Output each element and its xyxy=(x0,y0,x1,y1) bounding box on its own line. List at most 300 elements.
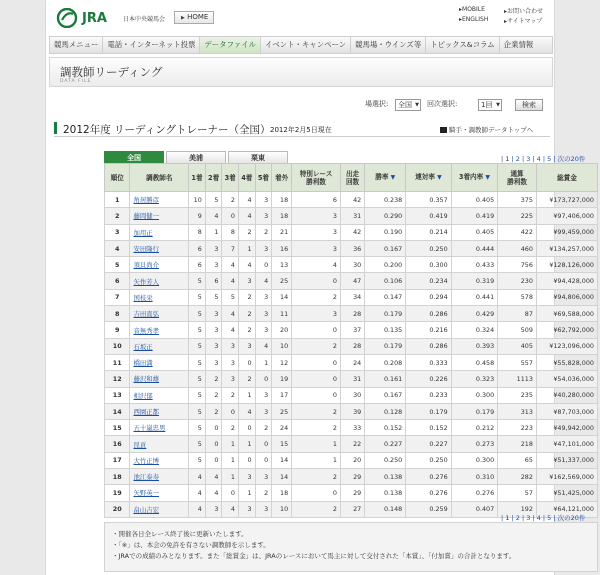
nav-item-corporate[interactable]: 企業情報 xyxy=(503,40,534,49)
trainer-name-link[interactable]: 橋田満 xyxy=(130,354,189,370)
stat-cell: 1 xyxy=(222,452,239,468)
rank-cell: 11 xyxy=(105,354,130,370)
notes-box xyxy=(104,522,598,572)
stat-cell: 0 xyxy=(255,371,272,387)
table-row xyxy=(105,257,598,273)
table-header-row xyxy=(105,164,598,192)
table-row xyxy=(105,208,598,224)
stat-cell: 0 xyxy=(292,485,341,501)
column-header: 出走 回数 xyxy=(340,164,364,192)
stat-cell: 2 xyxy=(255,485,272,501)
rank-cell: 12 xyxy=(105,371,130,387)
column-header: 総賞金 xyxy=(536,164,597,192)
stat-cell: ¥162,569,000 xyxy=(536,469,597,485)
stat-cell: 4 xyxy=(222,257,239,273)
pager-top: | 1 | 2 | 3 | 4 | 5 | 次の20件 xyxy=(501,155,586,163)
stat-cell: ¥51,425,000 xyxy=(536,485,597,501)
trainer-name-link[interactable]: 矢野英一 xyxy=(130,485,189,501)
stat-cell: 21 xyxy=(272,224,292,240)
rank-cell: 7 xyxy=(105,289,130,305)
stat-cell: 0.286 xyxy=(406,338,451,354)
round-label: 回次選択: xyxy=(427,100,458,108)
trainer-name-link[interactable]: 昆貢 xyxy=(130,436,189,452)
stat-cell: 0.167 xyxy=(365,240,406,256)
stat-cell: ¥64,121,000 xyxy=(536,501,597,517)
stat-cell: 0.226 xyxy=(406,371,451,387)
logo-text[interactable]: JRA xyxy=(82,11,107,26)
column-header[interactable]: 勝率 ▼ xyxy=(365,164,406,192)
stat-cell: 0.148 xyxy=(365,501,406,517)
stat-cell: 3 xyxy=(239,338,256,354)
stat-cell: ¥62,792,000 xyxy=(536,322,597,338)
page-link[interactable]: 4 xyxy=(536,155,541,163)
trainer-name-link[interactable]: 大竹正博 xyxy=(130,452,189,468)
page-link[interactable]: 1 xyxy=(505,514,510,522)
column-header: 特別レース 勝利数 xyxy=(292,164,341,192)
table-row xyxy=(105,192,598,208)
stat-cell: 235 xyxy=(498,387,537,403)
table-row xyxy=(105,469,598,485)
stat-cell: ¥123,096,000 xyxy=(536,338,597,354)
stat-cell: 0 xyxy=(222,403,239,419)
stat-cell: 578 xyxy=(498,289,537,305)
stat-cell: 4 xyxy=(292,257,341,273)
stat-cell: 0.250 xyxy=(406,240,451,256)
rank-cell: 4 xyxy=(105,240,130,256)
stat-cell: 5 xyxy=(189,322,206,338)
stat-cell: 4 xyxy=(222,501,239,517)
arrow-right-icon: ▶ xyxy=(181,15,185,21)
stat-cell: 28 xyxy=(340,306,364,322)
stat-cell: 5 xyxy=(189,420,206,436)
stat-cell: 36 xyxy=(340,240,364,256)
sort-desc-icon[interactable]: ▼ xyxy=(434,174,442,181)
rank-cell: 3 xyxy=(105,224,130,240)
rank-cell: 2 xyxy=(105,208,130,224)
stat-cell: 12 xyxy=(272,354,292,370)
stat-cell: 225 xyxy=(498,208,537,224)
nav-item-data-file[interactable]: データファイル xyxy=(200,37,261,53)
stat-cell: 3 xyxy=(292,208,341,224)
stat-cell: 0.147 xyxy=(365,289,406,305)
stat-cell: 3 xyxy=(205,257,222,273)
note-line: ・「※」は、本会の免許を有さない調教師を示します。 xyxy=(112,541,270,549)
trainer-name-link[interactable]: 石坂正 xyxy=(130,338,189,354)
stat-cell: 5 xyxy=(189,387,206,403)
section-heading xyxy=(54,120,550,137)
stat-cell: 10 xyxy=(189,192,206,208)
trainer-name-link[interactable]: 安田隆行 xyxy=(130,240,189,256)
stat-cell: 1113 xyxy=(498,371,537,387)
table-row xyxy=(105,403,598,419)
stat-cell: 6 xyxy=(205,273,222,289)
stat-cell: ¥173,727,000 xyxy=(536,192,597,208)
stat-cell: 0.200 xyxy=(365,257,406,273)
stat-cell: 4 xyxy=(205,485,222,501)
stat-cell: 27 xyxy=(340,501,364,517)
stat-cell: 1 xyxy=(292,436,341,452)
column-header: 着外 xyxy=(272,164,292,192)
stat-cell: 0.233 xyxy=(406,387,451,403)
stat-cell: 19 xyxy=(272,371,292,387)
stat-cell: 0.106 xyxy=(365,273,406,289)
stat-cell: 3 xyxy=(205,501,222,517)
english-link[interactable]: ▸ENGLISH xyxy=(459,16,489,23)
venue-select[interactable]: 全国 ▼ xyxy=(395,99,421,111)
trainer-name-link[interactable]: 藤沢和雄 xyxy=(130,371,189,387)
stat-cell: 18 xyxy=(272,192,292,208)
stat-cell: 1 xyxy=(239,436,256,452)
stat-cell: 5 xyxy=(189,354,206,370)
stat-cell: 230 xyxy=(498,273,537,289)
trainer-name-link[interactable]: 西園正都 xyxy=(130,403,189,419)
column-header: 通算 勝利数 xyxy=(498,164,537,192)
trainer-name-link[interactable]: 加用正 xyxy=(130,224,189,240)
stat-cell: 0.167 xyxy=(365,387,406,403)
stat-cell: 0.276 xyxy=(406,469,451,485)
table-row xyxy=(105,436,598,452)
stat-cell: 0 xyxy=(255,257,272,273)
stat-cell: 0.294 xyxy=(406,289,451,305)
stat-cell: 0.333 xyxy=(406,354,451,370)
stat-cell: 375 xyxy=(498,192,537,208)
stat-cell: 5 xyxy=(189,273,206,289)
column-header[interactable]: 連対率 ▼ xyxy=(406,164,451,192)
stat-cell: 0.214 xyxy=(406,224,451,240)
search-button[interactable]: 検索 xyxy=(515,99,543,111)
stat-cell: 0.216 xyxy=(406,322,451,338)
rank-cell: 15 xyxy=(105,420,130,436)
trainer-ranking-table xyxy=(104,163,598,518)
page-link[interactable]: 2 xyxy=(515,155,520,163)
page-link[interactable]: 5 xyxy=(547,514,552,522)
trainer-name-link[interactable]: 角居勝彦 xyxy=(130,192,189,208)
stat-cell: ¥51,337,000 xyxy=(536,452,597,468)
stat-cell: 4 xyxy=(205,469,222,485)
table-row xyxy=(105,240,598,256)
stat-cell: 33 xyxy=(340,420,364,436)
stat-cell: 3 xyxy=(255,403,272,419)
stat-cell: 14 xyxy=(272,452,292,468)
column-header: 調教師名 xyxy=(130,164,189,192)
stat-cell: 0.323 xyxy=(451,371,498,387)
stat-cell: 0.212 xyxy=(451,420,498,436)
stat-cell: 0.234 xyxy=(406,273,451,289)
stat-cell: 509 xyxy=(498,322,537,338)
stat-cell: 0 xyxy=(205,452,222,468)
sitemap-link[interactable]: ▸サイトマップ xyxy=(504,18,543,25)
stat-cell: 3 xyxy=(255,306,272,322)
trainer-name-link[interactable]: 須貝尚介 xyxy=(130,257,189,273)
page-link[interactable]: 2 xyxy=(515,514,520,522)
stat-cell: 0.419 xyxy=(406,208,451,224)
tab-ritto[interactable]: 栗東 xyxy=(228,151,288,164)
stat-cell: 0.208 xyxy=(365,354,406,370)
stat-cell: 0.273 xyxy=(451,436,498,452)
trainer-name-link[interactable]: 矢作芳人 xyxy=(130,273,189,289)
stat-cell: 3 xyxy=(239,501,256,517)
stat-cell: 422 xyxy=(498,224,537,240)
stat-cell: 3 xyxy=(255,501,272,517)
stat-cell: 557 xyxy=(498,354,537,370)
stat-cell: 6 xyxy=(189,240,206,256)
stat-cell: 2 xyxy=(222,420,239,436)
stat-cell: 0 xyxy=(292,371,341,387)
chevron-down-icon: ▼ xyxy=(415,102,419,108)
stat-cell: 13 xyxy=(272,257,292,273)
stat-cell: ¥40,280,000 xyxy=(536,387,597,403)
stat-cell: 28 xyxy=(340,338,364,354)
stat-cell: 18 xyxy=(272,208,292,224)
stat-cell: ¥47,101,000 xyxy=(536,436,597,452)
page-link[interactable]: 3 xyxy=(526,155,531,163)
stat-cell: 3 xyxy=(239,469,256,485)
stat-cell: 0.152 xyxy=(365,420,406,436)
stat-cell: 30 xyxy=(340,257,364,273)
trainer-name-link[interactable]: 国枝栄 xyxy=(130,289,189,305)
trainer-name-link[interactable]: 音無秀孝 xyxy=(130,322,189,338)
stat-cell: 2 xyxy=(292,338,341,354)
stat-cell: ¥97,406,000 xyxy=(536,208,597,224)
home-button[interactable] xyxy=(174,11,214,24)
stat-cell: 5 xyxy=(189,338,206,354)
page xyxy=(45,0,594,575)
stat-cell: 42 xyxy=(340,224,364,240)
stat-cell: ¥49,942,000 xyxy=(536,420,597,436)
stat-cell: 0 xyxy=(205,420,222,436)
stat-cell: ¥94,806,000 xyxy=(536,289,597,305)
stat-cell: 5 xyxy=(189,452,206,468)
stat-cell: 4 xyxy=(239,208,256,224)
site-header xyxy=(46,0,556,34)
stat-cell: 4 xyxy=(239,257,256,273)
page-banner xyxy=(49,57,553,87)
next-page-link[interactable]: 次の20件 xyxy=(557,155,586,163)
stat-cell: 3 xyxy=(205,306,222,322)
stat-cell: 1 xyxy=(255,354,272,370)
table-row xyxy=(105,338,598,354)
stat-cell: 405 xyxy=(498,338,537,354)
stat-cell: ¥128,126,000 xyxy=(536,257,597,273)
stat-cell: 1 xyxy=(205,224,222,240)
stat-cell: 4 xyxy=(239,192,256,208)
stat-cell: 2 xyxy=(239,289,256,305)
stat-cell: 0.300 xyxy=(451,387,498,403)
table-row xyxy=(105,322,598,338)
rank-cell: 9 xyxy=(105,322,130,338)
contact-link[interactable]: ▸お問い合わせ xyxy=(504,8,544,15)
stat-cell: 2 xyxy=(222,192,239,208)
home-label: HOME xyxy=(187,13,209,21)
stat-cell: 2 xyxy=(255,420,272,436)
table-row xyxy=(105,273,598,289)
stat-cell: 0 xyxy=(239,420,256,436)
nav-item-events[interactable]: イベント・キャンペーン xyxy=(261,37,351,53)
stat-cell: 5 xyxy=(189,436,206,452)
column-header: 1着 xyxy=(189,164,206,192)
mobile-link[interactable]: ▸MOBILE xyxy=(459,6,485,13)
rank-cell: 14 xyxy=(105,403,130,419)
stat-cell: 4 xyxy=(255,338,272,354)
stat-cell: 0.259 xyxy=(406,501,451,517)
stat-cell: ¥99,459,000 xyxy=(536,224,597,240)
stat-cell: 42 xyxy=(340,192,364,208)
stat-cell: 3 xyxy=(205,322,222,338)
stat-cell: 0.238 xyxy=(365,192,406,208)
stat-cell: 9 xyxy=(189,208,206,224)
stat-cell: 0.227 xyxy=(365,436,406,452)
stat-cell: 4 xyxy=(239,403,256,419)
sort-desc-icon[interactable]: ▼ xyxy=(483,174,490,181)
stat-cell: 1 xyxy=(239,387,256,403)
nav-item-phone-internet[interactable]: 電話・インターネット投票 xyxy=(103,37,200,53)
stat-cell: 8 xyxy=(189,224,206,240)
next-page-link[interactable]: 次の20件 xyxy=(557,514,586,522)
sort-desc-icon[interactable]: ▼ xyxy=(388,174,396,181)
stat-cell: 2 xyxy=(205,403,222,419)
stat-cell: 3 xyxy=(255,240,272,256)
stat-cell: 0 xyxy=(292,273,341,289)
stat-cell: 0.433 xyxy=(451,257,498,273)
trainer-name-link[interactable]: 五十嵐忠男 xyxy=(130,420,189,436)
stat-cell: 3 xyxy=(222,338,239,354)
page-subtitle: DATA FILE xyxy=(60,79,92,84)
stat-cell: 31 xyxy=(340,208,364,224)
stat-cell: 31 xyxy=(340,371,364,387)
stat-cell: 0.405 xyxy=(451,224,498,240)
stat-cell: 15 xyxy=(272,436,292,452)
trainer-name-link[interactable]: 畠山吉宏 xyxy=(130,501,189,517)
column-header: 3着 xyxy=(222,164,239,192)
column-header: 4着 xyxy=(239,164,256,192)
stat-cell: 0.290 xyxy=(365,208,406,224)
stat-cell: 7 xyxy=(222,240,239,256)
heading-bar xyxy=(54,122,57,134)
stat-cell: 2 xyxy=(239,306,256,322)
column-header[interactable]: 3着内率 ▼ xyxy=(451,164,498,192)
stat-cell: 0.128 xyxy=(365,403,406,419)
arrow-box-icon xyxy=(440,127,447,133)
data-top-link[interactable]: 騎手・調教師データトップへ xyxy=(440,125,533,134)
rank-cell: 16 xyxy=(105,436,130,452)
stat-cell: 5 xyxy=(222,289,239,305)
stat-cell: 0.227 xyxy=(406,436,451,452)
stat-cell: 3 xyxy=(255,208,272,224)
stat-cell: 5 xyxy=(189,306,206,322)
stat-cell: 3 xyxy=(222,354,239,370)
stat-cell: 2 xyxy=(239,224,256,240)
stat-cell: ¥69,588,000 xyxy=(536,306,597,322)
chevron-down-icon: ▼ xyxy=(496,102,500,108)
stat-cell: 0 xyxy=(292,354,341,370)
stat-cell: 0.310 xyxy=(451,469,498,485)
rank-cell: 10 xyxy=(105,338,130,354)
jra-logo-icon[interactable] xyxy=(56,8,78,28)
nav-item-racecourses[interactable]: 競馬場・ウインズ等 xyxy=(351,37,426,53)
stat-cell: 87 xyxy=(498,306,537,322)
stat-cell: 0.135 xyxy=(365,322,406,338)
tab-miho[interactable]: 美浦 xyxy=(166,151,226,164)
stat-cell: 0 xyxy=(239,354,256,370)
stat-cell: 0.393 xyxy=(451,338,498,354)
stat-cell: 65 xyxy=(498,452,537,468)
stat-cell: 0.286 xyxy=(406,306,451,322)
tab-zenkoku[interactable]: 全国 xyxy=(104,151,164,164)
stat-cell: 4 xyxy=(189,485,206,501)
stat-cell: 0.179 xyxy=(365,338,406,354)
rank-cell: 19 xyxy=(105,485,130,501)
stat-cell: 47 xyxy=(340,273,364,289)
stat-cell: 24 xyxy=(272,420,292,436)
stat-cell: 20 xyxy=(340,452,364,468)
stat-cell: 24 xyxy=(340,354,364,370)
pager-bottom: | 1 | 2 | 3 | 4 | 5 | 次の20件 xyxy=(501,514,586,522)
stat-cell: 2 xyxy=(239,322,256,338)
page-link[interactable]: 3 xyxy=(526,514,531,522)
stat-cell: 0.276 xyxy=(451,485,498,501)
trainer-name-link[interactable]: 池江泰寿 xyxy=(130,469,189,485)
page-link[interactable]: 5 xyxy=(547,155,552,163)
stat-cell: ¥87,703,000 xyxy=(536,403,597,419)
stat-cell: 0 xyxy=(222,485,239,501)
trainer-name-link[interactable]: 藤岡健一 xyxy=(130,208,189,224)
stat-cell: 10 xyxy=(272,338,292,354)
stat-cell: 10 xyxy=(272,501,292,517)
trainer-name-link[interactable]: 吉田直弘 xyxy=(130,306,189,322)
logo-subtitle: 日本中央競馬会 xyxy=(123,16,166,23)
round-select[interactable]: 1回 ▼ xyxy=(478,99,502,111)
stat-cell: 4 xyxy=(222,322,239,338)
stat-cell: 25 xyxy=(272,273,292,289)
stat-cell: 0.250 xyxy=(406,452,451,468)
stat-cell: 2 xyxy=(222,387,239,403)
stat-cell: 5 xyxy=(205,289,222,305)
page-link[interactable]: 1 xyxy=(505,155,510,163)
table-row xyxy=(105,354,598,370)
table-body xyxy=(105,192,598,518)
stat-cell: 0.319 xyxy=(451,273,498,289)
stat-cell: 2 xyxy=(292,501,341,517)
stat-cell: 4 xyxy=(205,208,222,224)
stat-cell: 4 xyxy=(222,306,239,322)
stat-cell: 18 xyxy=(272,485,292,501)
stat-cell: 3 xyxy=(239,273,256,289)
column-header: 順位 xyxy=(105,164,130,192)
nav-item-topics[interactable]: トピックス&コラム xyxy=(426,37,499,53)
table-row xyxy=(105,371,598,387)
stat-cell: 29 xyxy=(340,469,364,485)
stat-cell: 0.190 xyxy=(365,224,406,240)
global-nav xyxy=(49,36,553,54)
nav-item-keiba-menu[interactable]: 競馬メニュー xyxy=(50,37,103,53)
stat-cell: 756 xyxy=(498,257,537,273)
venue-label: 場選択: xyxy=(365,100,389,108)
stat-cell: 0 xyxy=(239,452,256,468)
stat-cell: 16 xyxy=(272,240,292,256)
stat-cell: 0.138 xyxy=(365,469,406,485)
trainer-name-link[interactable]: 相沢郁 xyxy=(130,387,189,403)
rank-cell: 17 xyxy=(105,452,130,468)
stat-cell: 2 xyxy=(205,387,222,403)
stat-cell: 3 xyxy=(292,240,341,256)
stat-cell: 0.179 xyxy=(406,403,451,419)
stat-cell: 1 xyxy=(239,240,256,256)
stat-cell: 0 xyxy=(205,436,222,452)
table-row xyxy=(105,420,598,436)
stat-cell: 1 xyxy=(292,452,341,468)
page-link[interactable]: 4 xyxy=(536,514,541,522)
stat-cell: 34 xyxy=(340,289,364,305)
